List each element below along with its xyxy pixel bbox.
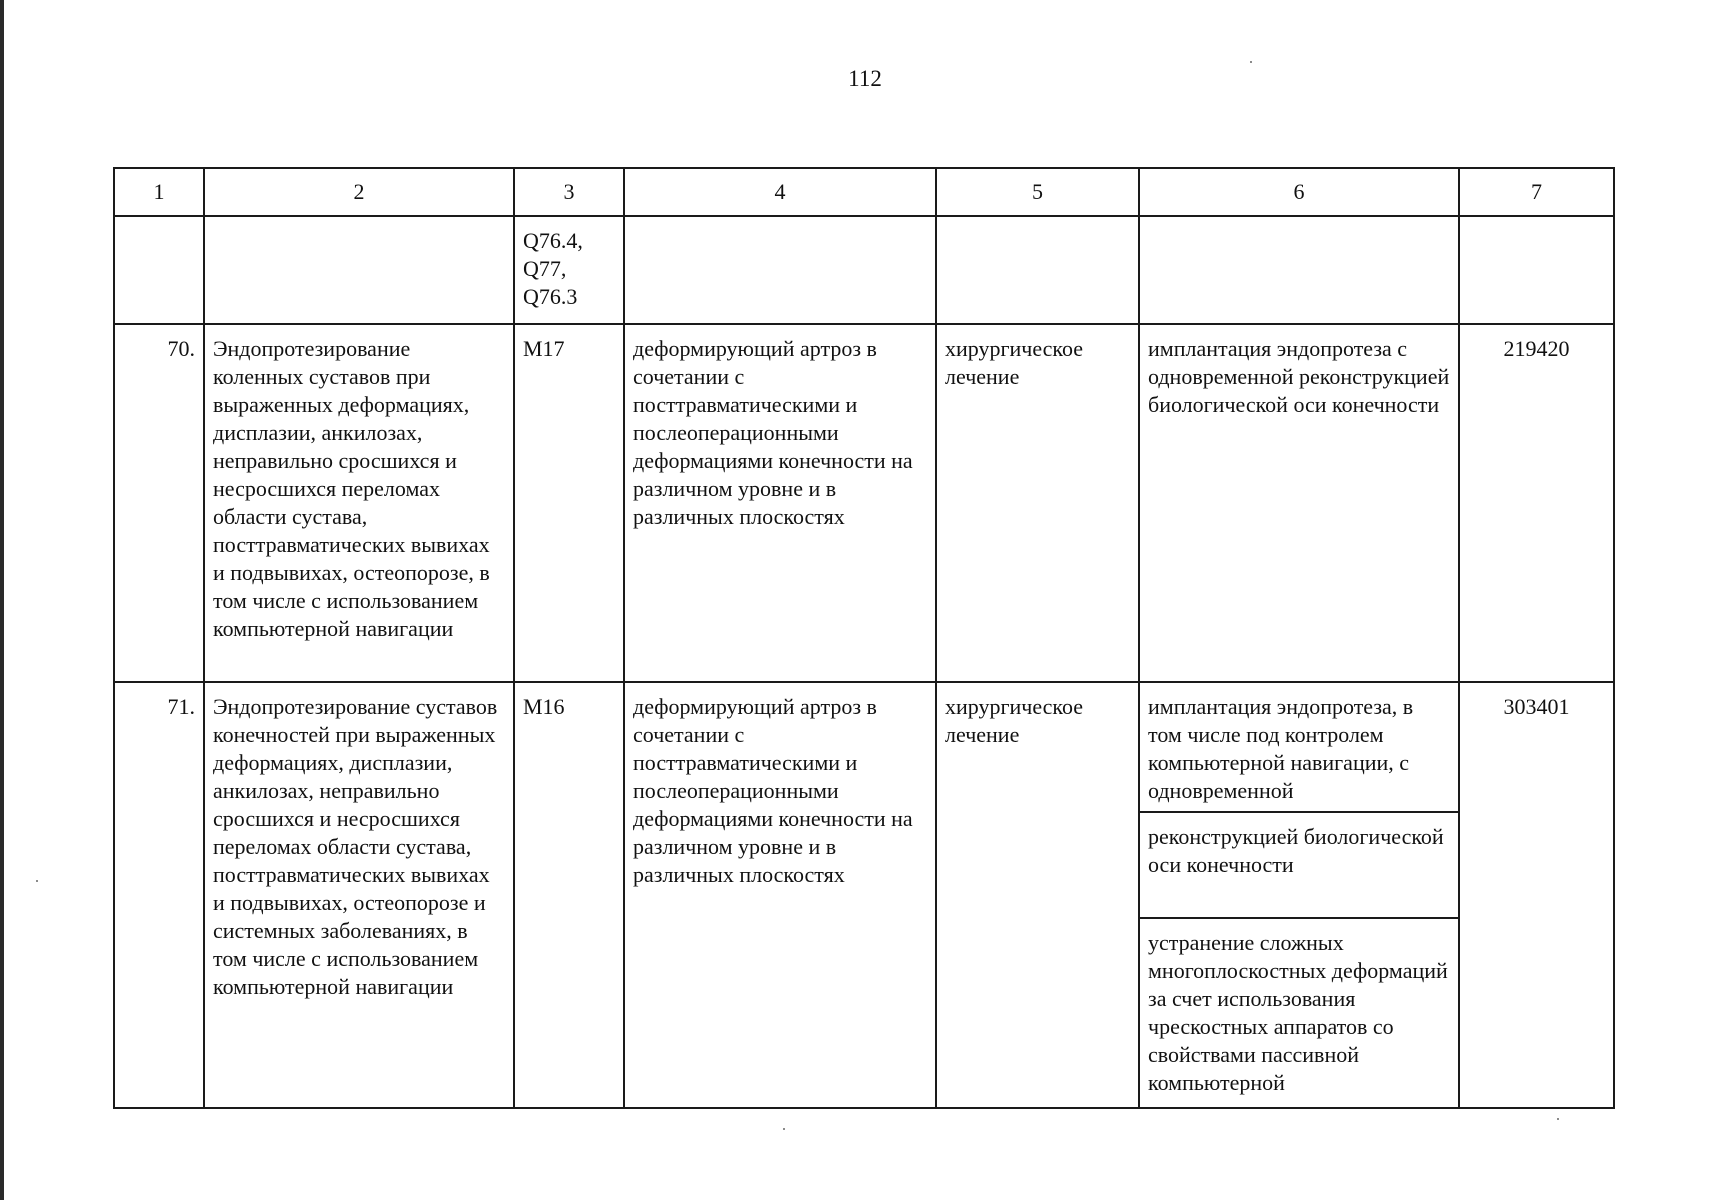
column-number-3: 3 (514, 168, 624, 216)
column-number-4: 4 (624, 168, 936, 216)
scan-speck (1557, 1118, 1559, 1120)
treatment-type: хирургическое лечение (936, 682, 1139, 1108)
number-cell (114, 216, 204, 324)
scan-speck (36, 880, 38, 882)
price-value: 219420 (1459, 324, 1614, 682)
icd-code: M17 (514, 324, 624, 682)
treatment-method: устранение сложных многоплоскостных деформаций за счет использования чрескостных аппаратов со свойствами пассивной компьютерной (1139, 918, 1459, 1108)
icd-code: M16 (514, 682, 624, 1108)
row-number: 70. (114, 324, 204, 682)
patient-model: деформирующий артроз в сочетании с посттравматическими и послеоперационными деформациями конечности на различном уровне и в различных плоскостях (624, 324, 936, 682)
procedure-name: Эндопротезирование коленных суставов при выраженных деформациях, дисплазии, анкилозах, неправильно сросшихся и несросшихся переломах области сустава, посттравматических вывихах и подвывихах, остеопорозе, в том числе с использованием компьютерной навигации (204, 324, 514, 682)
code-cell (514, 216, 624, 324)
column-number-6: 6 (1139, 168, 1459, 216)
treatment-method: имплантация эндопротеза с одновременной реконструкцией биологической оси конечности (1139, 324, 1459, 682)
column-number-7: 7 (1459, 168, 1614, 216)
scan-speck (1250, 61, 1252, 63)
scan-page-edge (0, 0, 4, 1200)
column-number-header-row (114, 168, 1614, 216)
treatment-cell (936, 216, 1139, 324)
scan-speck (783, 1128, 785, 1130)
table-row-70 (114, 324, 1614, 682)
column-number-1: 1 (114, 168, 204, 216)
procedure-name: Эндопротезирование суставов конечностей при выраженных деформациях, дисплазии, анкилозах, неправильно сросшихся и несросшихся переломах области сустава, посттравматических вывихах и подвывихах, остеопорозе и системных заболеваниях, в том числе с использованием компьютерной навигации (204, 682, 514, 1108)
treatment-method: имплантация эндопротеза, в том числе под контролем компьютерной навигации, с одновременной (1139, 682, 1459, 812)
name-cell (204, 216, 514, 324)
page-number: 112 (848, 66, 882, 91)
icd-code: Q76.3 (523, 284, 578, 309)
table-row-continuation (114, 216, 1614, 324)
column-number-5: 5 (936, 168, 1139, 216)
treatment-method: реконструкцией биологической оси конечности (1139, 812, 1459, 918)
column-number-2: 2 (204, 168, 514, 216)
patient-model: деформирующий артроз в сочетании с посттравматическими и послеоперационными деформациями конечности на различном уровне и в различных плоскостях (624, 682, 936, 1108)
icd-code: Q76.4, (523, 228, 583, 253)
table-row-71 (114, 682, 1614, 812)
treatment-type: хирургическое лечение (936, 324, 1139, 682)
method-cell (1139, 216, 1459, 324)
icd-code: Q77, (523, 256, 567, 281)
model-cell (624, 216, 936, 324)
price-value: 303401 (1459, 682, 1614, 1108)
row-number: 71. (114, 682, 204, 1108)
price-cell (1459, 216, 1614, 324)
procedures-table (113, 167, 1615, 1109)
